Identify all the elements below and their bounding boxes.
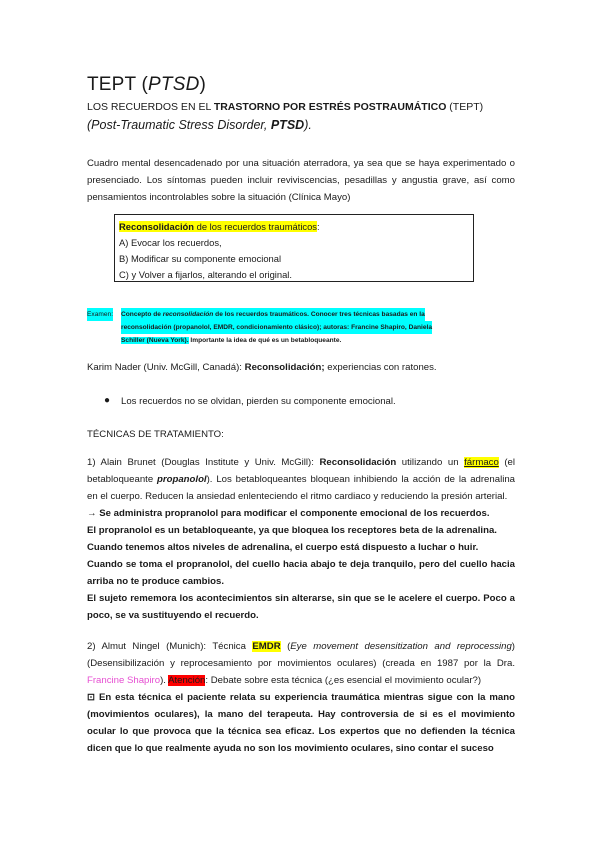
s2-e: ) (Desensibilización y reprocesamiento por movimientos oculares) (creada en 1987 por la Dra. (87, 641, 515, 669)
s1-c: utilizando un (396, 457, 465, 468)
technique-1-line-k: Cuando tenemos altos niveles de adrenalina, el cuerpo está dispuesto a luchar o huir. (87, 542, 479, 553)
s2-atencion: Atención (168, 675, 206, 686)
subtitle-en-pre: (Post-Traumatic Stress Disorder, (87, 118, 271, 132)
bullet-dot-icon: ● (104, 395, 111, 406)
s1-g: ). Los betabloqueantes bloquean inhibiendo la acción de la adrenalina en el cuerpo. Reducen la ansiedad enlenteciendo el ritmo cardiaco y reduciendo la presión arterial. (87, 474, 516, 502)
page-title (87, 74, 206, 96)
s2-c: ( (280, 641, 291, 652)
s2-i: : Debate sobre esta técnica (¿es esencial el movimiento ocular?) (205, 675, 482, 686)
box-item-c: C) y Volver a fijarlos, alterando el original. (119, 269, 292, 280)
section-heading-tecnicas: TÉCNICAS DE TRATAMIENTO: (87, 429, 224, 440)
subtitle-bold: TRASTORNO POR ESTRÉS POSTRAUMÁTICO (213, 101, 447, 113)
subtitle-en-post: ). (304, 118, 312, 132)
title-text: TEPT ( (87, 74, 149, 95)
box-item-b: B) Modificar su componente emocional (119, 253, 282, 264)
technique-1 (87, 454, 515, 624)
s2-francine: Francine Shapiro (87, 675, 161, 686)
s2-d: Eye movement desensitization and reprocessing (290, 641, 512, 652)
s2-emdr: EMDR (252, 641, 281, 652)
s1-a: 1) Alain Brunet (Douglas Institute y Univ. McGill): (87, 457, 320, 468)
title-close: ) (199, 74, 207, 95)
technique-2-intro (87, 638, 515, 689)
exam-line-3 (121, 334, 341, 347)
exam-l3-b: Importante la idea de qué es un betabloqueante. (188, 337, 342, 344)
intro-paragraph: Cuadro mental desencadenado por una situación aterradora, ya sea que se haya experimentado o presenciado. Los síntomas pueden incluir reviviscencias, pesadillas y angustia grave, así como pensamientos incontrolables sobre la situación (Clínica Mayo) (87, 158, 515, 203)
nader-post: experiencias con ratones. (324, 362, 437, 373)
subtitle-en-bold: PTSD (270, 118, 305, 132)
exam-l3-a: Schiller (Nueva York). (121, 337, 189, 344)
bullet-text: Los recuerdos no se olvidan, pierden su componente emocional. (121, 396, 396, 407)
exam-l1-a: Concepto de (121, 311, 163, 318)
box-heading-rest: de los recuerdos traumáticos (194, 221, 317, 232)
reconsolidation-box (114, 214, 474, 282)
nader-line (87, 362, 437, 373)
technique-1-line-m: El sujeto rememora los acontecimientos sin alterarse, sin que se le acelere el cuerpo. Poco a poco, se va sustituyendo el recuerdo. (87, 593, 515, 621)
exam-label: Examen: (87, 308, 113, 321)
exam-l1-b: reconsolidación (162, 311, 214, 318)
s1-b: Reconsolidación (319, 457, 397, 468)
nader-pre: Karim Nader (Univ. McGill, Canadá): (87, 362, 245, 373)
technique-1-arrow-line: → Se administra propranolol para modificar el componente emocional de los recuerdos. (87, 508, 490, 519)
box-heading-highlight (119, 221, 317, 232)
title-italic: PTSD (148, 74, 200, 95)
box-heading (119, 219, 469, 235)
subtitle-pre: LOS RECUERDOS EN EL (87, 101, 214, 113)
s1-propanolol: propanolol (157, 474, 207, 485)
nader-bold: Reconsolidación; (244, 362, 325, 373)
subtitle-post: (TEPT) (446, 101, 484, 113)
s1-farmaco: fármaco (464, 457, 499, 468)
exam-line-2: reconsolidación (propanolol, EMDR, condicionamiento clásico); autoras: Francine Shapiro, Daniela (121, 321, 432, 334)
technique-2-body: ⊡ En esta técnica el paciente relata su experiencia traumática mientras sigue con la mano (movimientos oculares), la mano del terapeuta. Hay controversia de si es el movimiento ocular lo que provoca que la técnica sea eficaz. Los expertos que no defienden la técnica dicen que lo que realmente ayuda no son los movimiento oculares, sino contar el suceso (87, 692, 515, 754)
s2-g: ). (160, 675, 169, 686)
s1-e: (el betabloqueante (87, 457, 515, 485)
exam-l1-c: de los recuerdos traumáticos. Conocer tres técnicas basadas en la (213, 311, 425, 318)
box-heading-colon: : (317, 221, 320, 232)
technique-1-line-l: Cuando se toma el propranolol, del cuello hacia abajo te deja tranquilo, pero del cuello hacia arriba no te produce cambios. (87, 559, 515, 587)
technique-1-line-j: El propranolol es un betabloqueante, ya que bloquea los receptores beta de la adrenalina. (87, 525, 497, 536)
box-heading-bold: Reconsolidación (119, 221, 195, 232)
technique-2 (87, 638, 515, 757)
exam-line-1 (121, 308, 425, 321)
subtitle-english (87, 118, 312, 132)
subtitle (87, 101, 483, 113)
box-item-a: A) Evocar los recuerdos, (119, 237, 222, 248)
s2-a: 2) Almut Ningel (Munich): Técnica (87, 641, 253, 652)
technique-1-intro (87, 454, 515, 505)
